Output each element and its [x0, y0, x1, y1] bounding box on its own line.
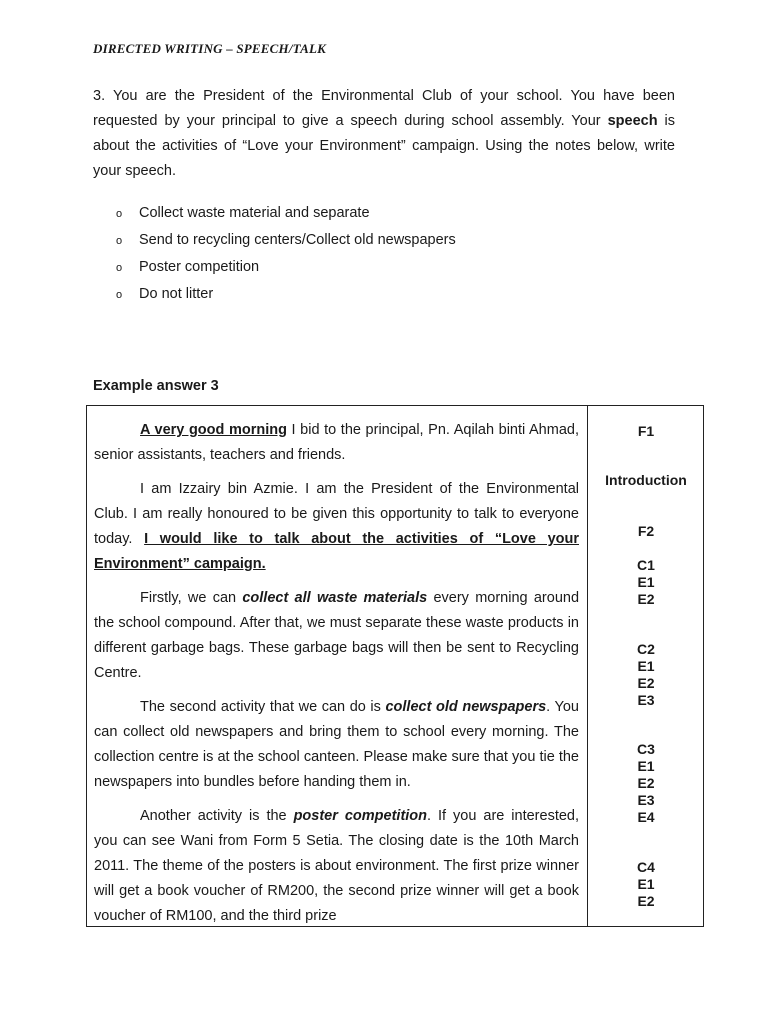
- activity-1-start: Firstly, we can: [140, 590, 243, 606]
- activity-3-start: Another activity is the: [140, 808, 294, 824]
- mark-label: E1: [637, 658, 655, 674]
- answer-paragraph-greeting: [94, 418, 579, 468]
- example-answer-table: [86, 405, 704, 927]
- note-item: [93, 229, 593, 256]
- intro-text: I am Izzairy bin Azmie. I am the President of the Environmental Club. I am really honoured to be given this opportunity to talk to everyone today.: [94, 481, 579, 547]
- answer-speech-text: [94, 418, 579, 927]
- activity-1-bold: collect all waste materials: [242, 590, 428, 606]
- greeting-bold: A very good morning: [140, 422, 287, 438]
- answer-paragraph-activity-2: [94, 695, 579, 795]
- activity-3-bold: poster competition: [293, 808, 428, 824]
- bullet-circle-icon: o: [116, 289, 123, 301]
- mark-label: Introduction: [605, 472, 687, 488]
- answer-paragraph-intro: [94, 477, 579, 577]
- mark-label: E2: [637, 893, 655, 909]
- bullet-circle-icon: o: [116, 208, 123, 220]
- mark-label: E2: [637, 675, 655, 691]
- note-item: [93, 283, 593, 310]
- mark-label: E1: [637, 876, 655, 892]
- answer-paragraph-activity-3: [94, 804, 579, 927]
- mark-label: C4: [637, 859, 655, 875]
- mark-label: F2: [637, 523, 655, 539]
- note-text: Send to recycling centers/Collect old newspapers: [139, 232, 456, 248]
- activity-3-rest: . If you are interested, you can see Wani from Form 5 Setia. The closing date is the 10th March 2011. The theme of the posters is about environment. The first prize winner will get a book voucher of RM200, the second prize winner will get a book voucher of RM100, and the third prize: [94, 808, 580, 924]
- mark-label: C3: [637, 741, 655, 757]
- activity-2-bold: collect old newspapers: [385, 699, 547, 715]
- mark-label: F1: [637, 423, 655, 439]
- mark-label: E1: [637, 758, 655, 774]
- question-text-end: is about the activities of “Love your Environment” campaign. Using the notes below, write your speech.: [93, 113, 675, 179]
- activity-2-start: The second activity that we can do is: [140, 699, 386, 715]
- mark-label: E3: [637, 692, 655, 708]
- page-heading: DIRECTED WRITING – SPEECH/TALK: [93, 41, 326, 56]
- mark-label: C2: [637, 641, 655, 657]
- answer-paragraph-activity-1: [94, 586, 579, 686]
- activity-2-rest: . You can collect old newspapers and bring them to school every morning. The collection centre is at the school canteen. Please make sure that you tie the newspapers into bundles before handing them in.: [94, 699, 579, 790]
- mark-label: C1: [637, 557, 655, 573]
- mark-label: E1: [637, 574, 655, 590]
- note-item: [93, 202, 593, 229]
- greeting-rest: I bid to the principal, Pn. Aqilah binti Ahmad, senior assistants, teachers and friends.: [94, 422, 579, 463]
- question-bold-word: speech: [607, 113, 658, 129]
- note-item: [93, 256, 593, 283]
- note-text: Do not litter: [139, 286, 214, 302]
- mark-label: E2: [637, 775, 655, 791]
- note-text: Collect waste material and separate: [139, 205, 370, 221]
- intro-bold-topic: I would like to talk about the activities of “Love your Environment” campaign.: [94, 531, 579, 572]
- bullet-circle-icon: o: [116, 235, 123, 247]
- example-answer-title: Example answer 3: [93, 378, 219, 394]
- note-text: Poster competition: [139, 259, 260, 275]
- notes-list: [93, 202, 593, 310]
- question-prompt: [93, 84, 675, 184]
- mark-label: E2: [637, 591, 655, 607]
- mark-label: E4: [637, 809, 655, 825]
- question-text-start: 3. You are the President of the Environmental Club of your school. You have been requested by your principal to give a speech during school assembly. Your: [93, 88, 675, 129]
- activity-1-rest: every morning around the school compound. After that, we must separate these waste products in different garbage bags. These garbage bags will then be sent to Recycling Centre.: [94, 590, 580, 681]
- mark-label: E3: [637, 792, 655, 808]
- bullet-circle-icon: o: [116, 262, 123, 274]
